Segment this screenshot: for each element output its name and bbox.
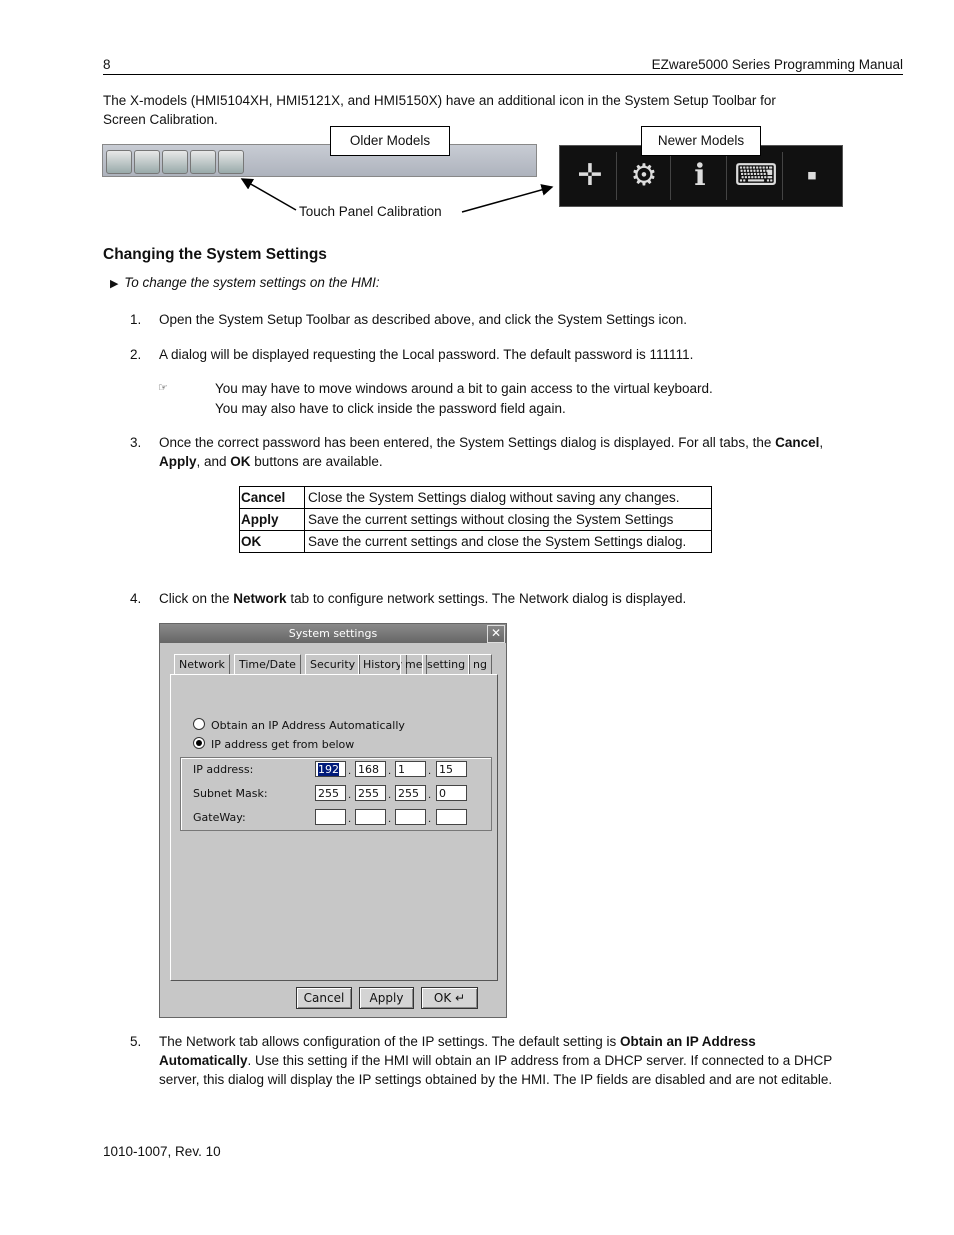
radio-ip-from-below[interactable]: IP address get from below <box>193 737 493 753</box>
ip-octet-3[interactable]: 1 <box>395 761 426 777</box>
touch-calibration-icon: ✛ <box>564 152 617 200</box>
apply-button[interactable]: Apply <box>359 987 414 1009</box>
ok-button[interactable]: OK ↵ <box>421 987 478 1009</box>
step-number: 1. <box>130 312 142 327</box>
ip-address-row: IP address: 192 . 168 . 1 . 15 <box>193 761 483 779</box>
gateway-octet-1[interactable] <box>315 809 346 825</box>
close-icon[interactable]: ✕ <box>487 625 505 643</box>
tab-history[interactable]: History <box>358 654 407 674</box>
gateway-octet-3[interactable] <box>395 809 426 825</box>
step-text: Open the System Setup Toolbar as described above, and click the System Settings icon. <box>159 312 688 327</box>
page-header <box>103 57 903 75</box>
radio-obtain-automatically[interactable]: Obtain an IP Address Automatically <box>193 718 493 734</box>
note-hand-icon: ☞ <box>158 382 168 394</box>
step-5 <box>130 1032 860 1112</box>
table-row: OK Save the current settings and close the System Settings dialog. <box>240 531 712 553</box>
step-text: The Network tab allows configuration of the IP settings. The default setting is Obtain an IP Address Automatically. Use this setting if the HMI will obtain an IP address from a DHCP server. If connected to a DHCP server, this dialog will display the IP settings obtained by the HMI. The IP fields are disabled and are not editable. <box>159 1034 833 1087</box>
dialog-title: System settings <box>160 624 506 643</box>
toolbar-icon <box>106 150 132 174</box>
note-line: You may also have to click inside the password field again. <box>215 401 566 416</box>
keyboard-icon: ⌨ <box>730 152 783 200</box>
step-number: 2. <box>130 347 142 362</box>
tab-setting[interactable]: setting <box>422 654 470 674</box>
step-number: 4. <box>130 591 142 606</box>
info-document-icon: ℹ <box>674 152 727 200</box>
toolbar-icon <box>162 150 188 174</box>
gateway-label: GateWay: <box>193 811 246 824</box>
page-number: 8 <box>103 57 111 72</box>
enter-key-icon: ↵ <box>455 991 466 1005</box>
ip-octet-1[interactable]: 192 <box>315 761 346 777</box>
mask-octet-2[interactable]: 255 <box>355 785 386 801</box>
procedure-line <box>110 275 380 290</box>
newer-models-callout: Newer Models <box>641 126 761 156</box>
table-row: Cancel Close the System Settings dialog without saving any changes. <box>240 487 712 509</box>
gateway-octet-4[interactable] <box>436 809 467 825</box>
older-models-callout: Older Models <box>330 126 450 156</box>
gateway-octet-2[interactable] <box>355 809 386 825</box>
triangle-bullet-icon: ▶ <box>110 278 119 290</box>
page-footer: 1010-1007, Rev. 10 <box>103 1144 221 1159</box>
ip-octet-4[interactable]: 15 <box>436 761 467 777</box>
radio-button[interactable] <box>193 718 205 730</box>
dialog-button-row <box>160 986 506 1014</box>
ip-address-label: IP address: <box>193 763 254 776</box>
tab-time-date[interactable]: Time/Date <box>234 654 301 674</box>
tab-ng[interactable]: ng <box>468 654 492 674</box>
step-number: 5. <box>130 1034 142 1049</box>
tab-network[interactable]: Network <box>174 654 230 674</box>
ip-settings-group <box>180 757 492 831</box>
procedure-text: To change the system settings on the HMI: <box>124 275 380 290</box>
toolbar-icon <box>190 150 216 174</box>
storage-icon: ▪ <box>806 159 818 192</box>
subnet-mask-row: Subnet Mask: 255 . 255 . 255 . 0 <box>193 785 483 803</box>
ip-octet-2[interactable]: 168 <box>355 761 386 777</box>
mask-octet-3[interactable]: 255 <box>395 785 426 801</box>
subnet-mask-label: Subnet Mask: <box>193 787 268 800</box>
toolbar-icon <box>134 150 160 174</box>
button-description-table <box>239 486 712 553</box>
manual-title: EZware5000 Series Programming Manual <box>651 57 903 72</box>
radio-button-selected[interactable] <box>193 737 205 749</box>
cancel-button[interactable]: Cancel <box>296 987 352 1009</box>
gear-icon: ⚙ <box>618 152 671 200</box>
step-number: 3. <box>130 435 142 450</box>
note-line: You may have to move windows around a bit to gain access to the virtual keyboard. <box>215 381 713 396</box>
mask-octet-1[interactable]: 255 <box>315 785 346 801</box>
step-text: Once the correct password has been entered, the System Settings dialog is displayed. For all tabs, the Cancel, Apply, and OK buttons are available. <box>159 435 824 469</box>
mask-octet-4[interactable]: 0 <box>436 785 467 801</box>
tab-strip <box>172 654 498 674</box>
note-block <box>215 379 855 419</box>
table-row: Apply Save the current settings without closing the System Settings <box>240 509 712 531</box>
step-text: A dialog will be displayed requesting the Local password. The default password is 111111. <box>159 347 694 362</box>
tab-security[interactable]: Security <box>305 654 360 674</box>
gateway-row: GateWay: . . . <box>193 809 483 827</box>
section-heading: Changing the System Settings <box>103 246 327 263</box>
intro-paragraph: The X-models (HMI5104XH, HMI5121X, and HMI5150X) have an additional icon in the System Setup Toolbar for Screen Calibration. <box>103 93 776 127</box>
system-settings-dialog <box>159 623 507 1018</box>
tab-me[interactable]: me <box>400 654 427 674</box>
touch-panel-calibration-label: Touch Panel Calibration <box>299 204 442 219</box>
step-text: Click on the Network tab to configure network settings. The Network dialog is displayed. <box>159 591 687 606</box>
